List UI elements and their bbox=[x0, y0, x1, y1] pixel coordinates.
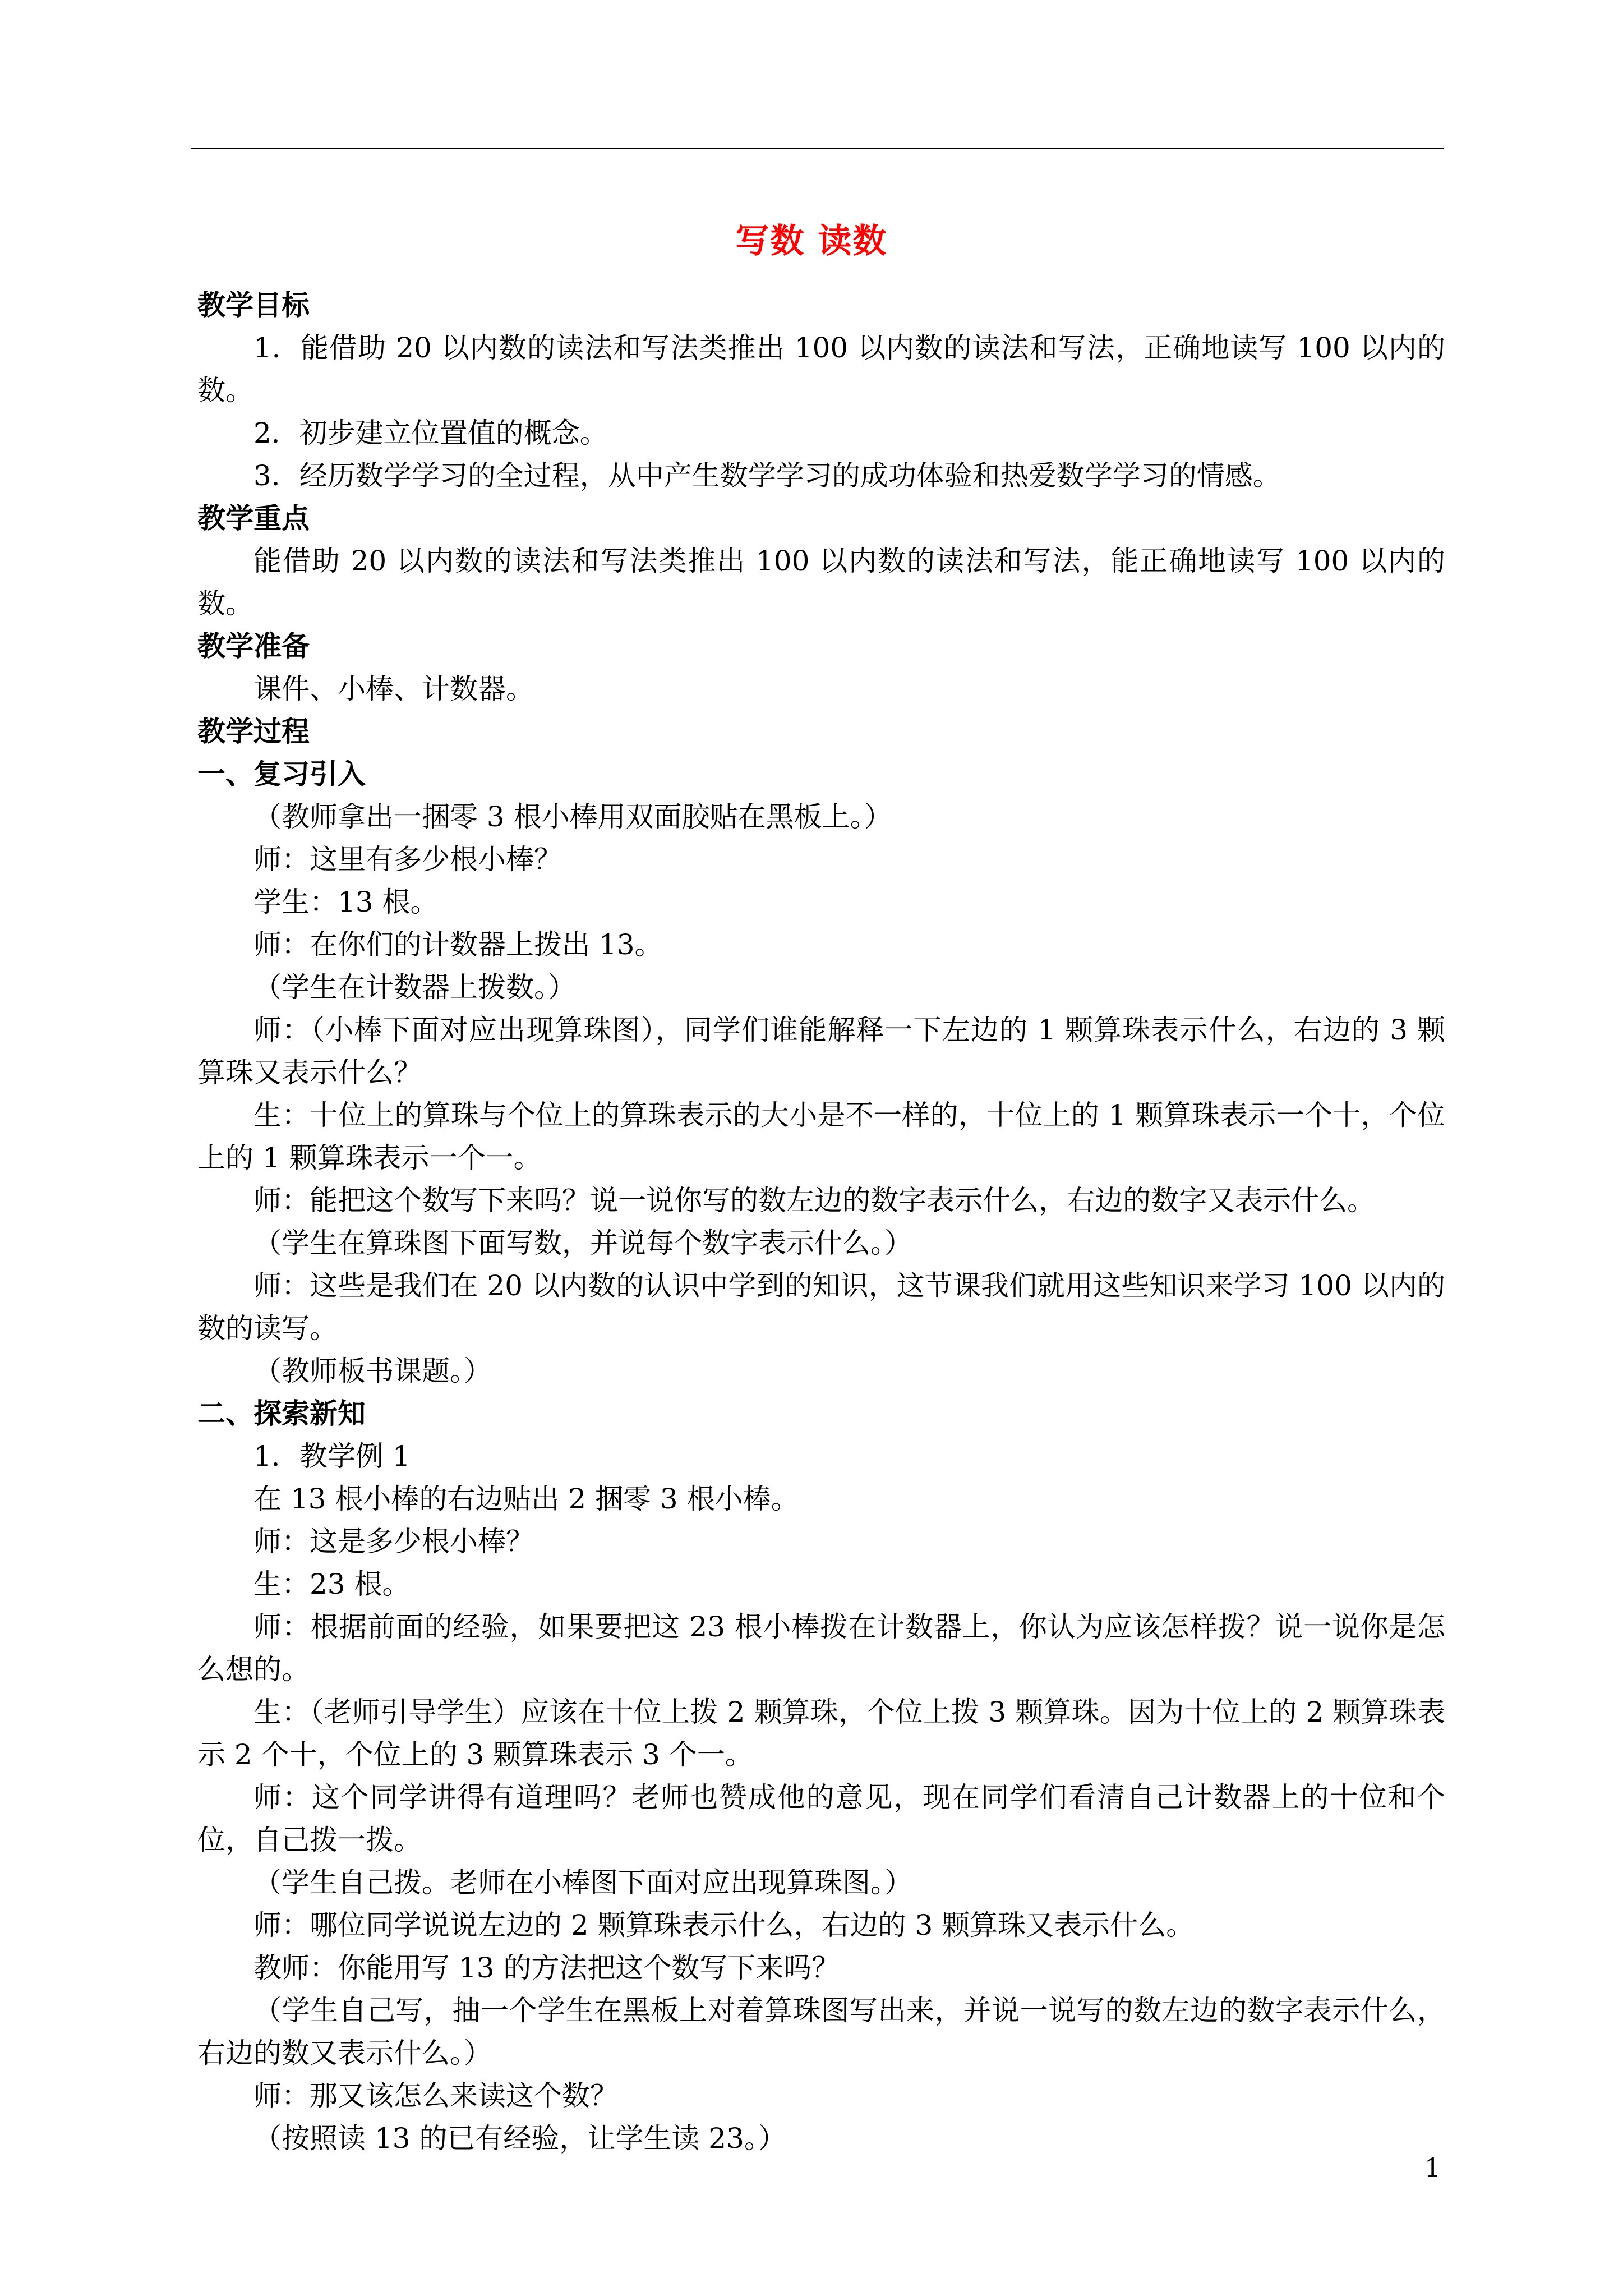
section-heading: 一、复习引入 bbox=[197, 757, 366, 790]
paragraph-line: 生：十位上的算珠与个位上的算珠表示的大小是不一样的，十位上的 1 颗算珠表示一个十，个位上的 1 颗算珠表示一个一。 bbox=[197, 1099, 1445, 1174]
paragraph-line: （按照读 13 的已有经验，让学生读 23。） bbox=[253, 2122, 786, 2155]
paragraph-line: 1．教学例 1 bbox=[253, 1440, 411, 1473]
paragraph-line: 教师：你能用写 13 的方法把这个数写下来吗？ bbox=[253, 1952, 840, 1984]
paragraph-line: 课件、小棒、计数器。 bbox=[253, 673, 534, 705]
paragraph-line: （教师拿出一捆零 3 根小棒用双面胶贴在黑板上。） bbox=[253, 800, 892, 833]
paragraph-line: 师：这里有多少根小棒？ bbox=[253, 843, 562, 876]
section-heading: 教学准备 bbox=[197, 629, 310, 662]
header-rule bbox=[191, 148, 1444, 149]
paragraph-line: 师：在你们的计数器上拨出 13。 bbox=[253, 928, 663, 961]
paragraph-line: （学生自己写，抽一个学生在黑板上对着算珠图写出来，并说一说写的数左边的数字表示什么，右边的数又表示什么。） bbox=[197, 1994, 1445, 2069]
paragraph-line: 师：（小棒下面对应出现算珠图），同学们谁能解释一下左边的 1 颗算珠表示什么，右边的 3 颗算珠又表示什么？ bbox=[197, 1014, 1445, 1089]
section-heading: 二、探索新知 bbox=[197, 1397, 366, 1430]
paragraph-line: （教师板书课题。） bbox=[253, 1355, 492, 1387]
paragraph-line: 师：这个同学讲得有道理吗？老师也赞成他的意见，现在同学们看清自己计数器上的十位和个位，自己拨一拨。 bbox=[197, 1781, 1445, 1856]
paragraph-line: 生：（老师引导学生）应该在十位上拨 2 颗算珠，个位上拨 3 颗算珠。因为十位上的 2 颗算珠表示 2 个十，个位上的 3 颗算珠表示 3 个一。 bbox=[197, 1696, 1445, 1771]
section-heading: 教学过程 bbox=[197, 715, 310, 748]
paragraph-line: 师：这些是我们在 20 以内数的认识中学到的知识，这节课我们就用这些知识来学习 100 以内的数的读写。 bbox=[197, 1269, 1445, 1345]
paragraph-line: （学生在计数器上拨数。） bbox=[253, 971, 576, 1004]
paragraph-line: 2．初步建立位置值的概念。 bbox=[253, 417, 608, 449]
paragraph-line: 师：这是多少根小棒？ bbox=[253, 1525, 534, 1558]
paragraph-line: （学生在算珠图下面写数，并说每个数字表示什么。） bbox=[253, 1227, 912, 1259]
paragraph-line: 师：根据前面的经验，如果要把这 23 根小棒拨在计数器上，你认为应该怎样拨？说一说你是怎么想的。 bbox=[197, 1611, 1445, 1686]
paragraph-line: （学生自己拨。老师在小棒图下面对应出现算珠图。） bbox=[253, 1866, 912, 1899]
paragraph-line: 3．经历数学学习的全过程，从中产生数学学习的成功体验和热爱数学学习的情感。 bbox=[253, 459, 1281, 492]
paragraph-line: 学生：13 根。 bbox=[253, 886, 439, 918]
paragraph-line: 师：哪位同学说说左边的 2 颗算珠表示什么，右边的 3 颗算珠又表示什么。 bbox=[253, 1909, 1195, 1941]
document-title: 写数 读数 bbox=[735, 222, 888, 261]
paragraph-line: 师：能把这个数写下来吗？说一说你写的数左边的数字表示什么，右边的数字又表示什么。 bbox=[253, 1184, 1375, 1217]
page-number: 1 bbox=[1424, 2152, 1441, 2183]
paragraph-line: 生：23 根。 bbox=[253, 1568, 411, 1600]
section-heading: 教学目标 bbox=[197, 288, 310, 321]
paragraph-line: 1．能借助 20 以内数的读法和写法类推出 100 以内数的读法和写法，正确地读写 100 以内的数。 bbox=[197, 332, 1445, 407]
paragraph-line: 能借助 20 以内数的读法和写法类推出 100 以内数的读法和写法，能正确地读写 100 以内的数。 bbox=[197, 545, 1445, 620]
paragraph-line: 在 13 根小棒的右边贴出 2 捆零 3 根小棒。 bbox=[253, 1483, 799, 1515]
document-body bbox=[197, 284, 1445, 2160]
paragraph-line: 师：那又该怎么来读这个数？ bbox=[253, 2079, 618, 2112]
section-heading: 教学重点 bbox=[197, 501, 310, 535]
